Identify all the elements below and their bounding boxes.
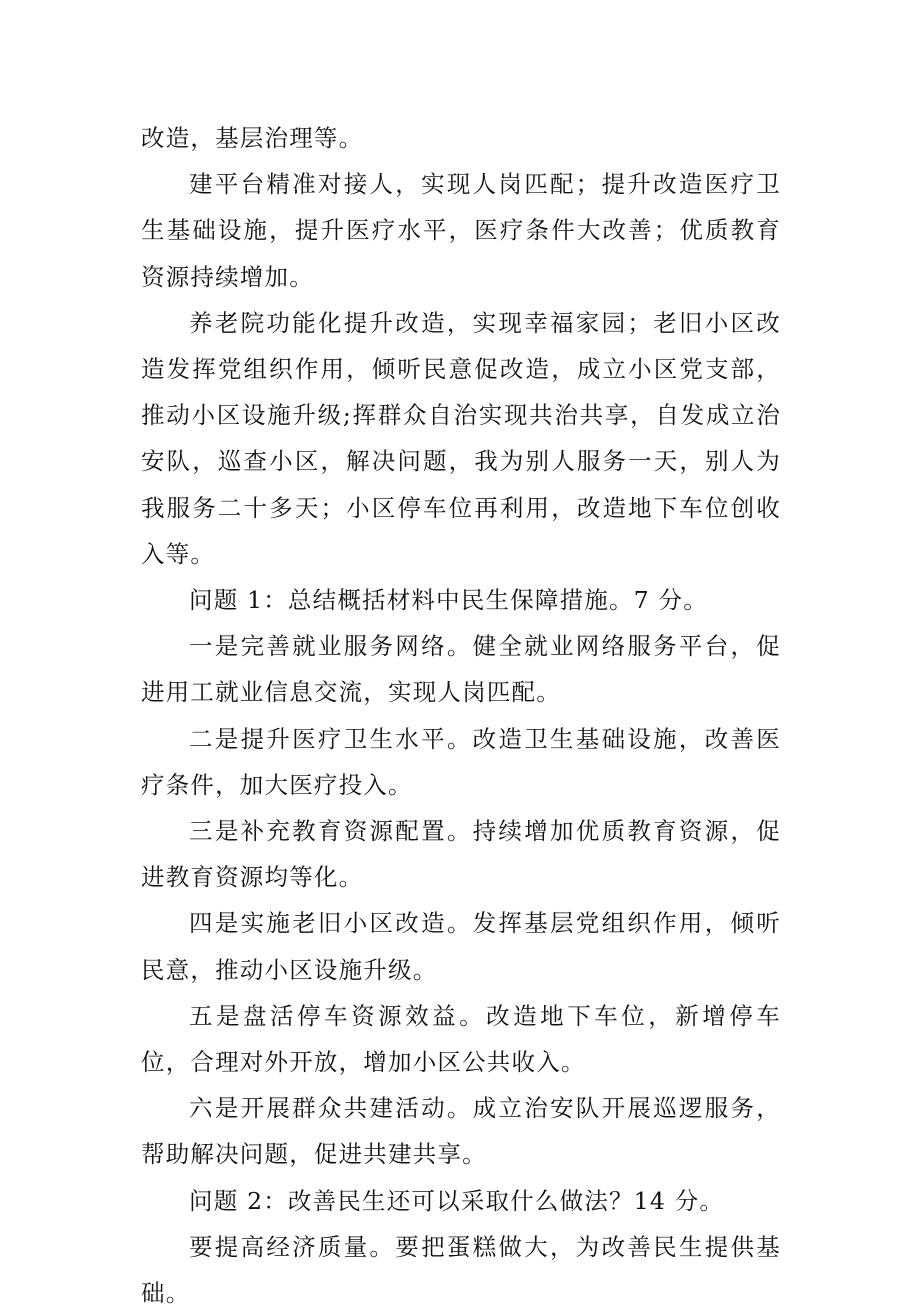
answer-point-5: 五是盘活停车资源效益。改造地下车位，新增停车位，合理对外开放，增加小区公共收入。 [141,1001,781,1077]
document-body [141,115,781,1316]
answer-point-1: 一是完善就业服务网络。健全就业网络服务平台，促进用工就业信息交流，实现人岗匹配。 [141,632,781,707]
answer-point-4: 四是实施老旧小区改造。发挥基层党组织作用，倾听民意，推动小区设施升级。 [141,909,781,984]
answer-point-2: 二是提升医疗卫生水平。改造卫生基础设施，改善医疗条件，加大医疗投入。 [141,724,781,799]
answer-economy-quality: 要提高经济质量。要把蛋糕做大，为改善民生提供基础。 [141,1232,781,1308]
answer-point-6: 六是开展群众共建活动。成立治安队开展巡逻服务，帮助解决问题，促进共建共享。 [141,1094,781,1169]
question-1-heading: 问题 1：总结概括材料中民生保障措施。7 分。 [189,586,708,615]
paragraph-elderly-community-renovation: 养老院功能化提升改造，实现幸福家园；老旧小区改造发挥党组织作用，倾听民意促改造，成立小区党支部，推动小区设施升级;挥群众自治实现共治共享，自发成立治安队，巡查小区，解决问题，我为别人服务一天，别人为我服务二十多天；小区停车位再利用，改造地下车位创收入等。 [141,308,781,568]
question-2-heading: 问题 2：改善民生还可以采取什么做法？14 分。 [189,1186,725,1215]
paragraph-continuation: 改造，基层治理等。 [141,124,364,152]
paragraph-platform-medical-education: 建平台精准对接人，实现人岗匹配；提升改造医疗卫生基础设施，提升医疗水平，医疗条件大改善；优质教育资源持续增加。 [141,170,781,291]
answer-point-3: 三是补充教育资源配置。持续增加优质教育资源，促进教育资源均等化。 [141,817,781,892]
